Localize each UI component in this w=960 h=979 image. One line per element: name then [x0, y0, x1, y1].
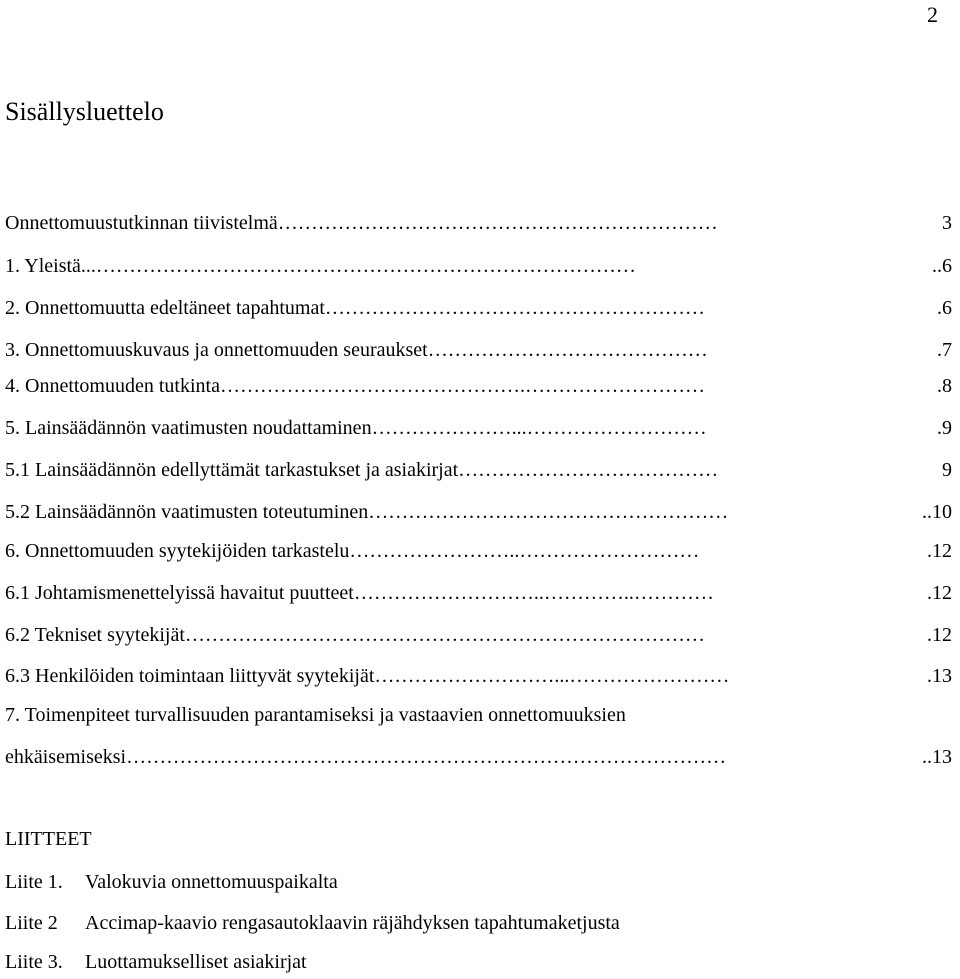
- appendix-text: Luottamukselliset asiakirjat: [85, 951, 307, 973]
- toc-entry-ehkaisemiseksi[interactable]: [5, 742, 952, 772]
- toc-entry-tekniset-syytekijat[interactable]: [5, 620, 952, 650]
- toc-entry-page: .7: [937, 339, 952, 361]
- toc-entry-text: 2. Onnettomuutta edeltäneet tapahtumat…………………………………………………: [5, 297, 705, 319]
- appendix-label: Liite 2: [5, 912, 58, 934]
- toc-entry-text: 5.2 Lainsäädännön vaatimusten toteutuminen………………………………………………: [5, 501, 729, 523]
- toc-entry-syytekijat[interactable]: [5, 536, 952, 566]
- toc-entry-page: .12: [927, 624, 952, 646]
- toc-entry-page: .13: [927, 665, 952, 687]
- toc-entry-page: 9: [942, 459, 952, 481]
- toc-entry-text: 4. Onnettomuuden tutkinta……………………………………….………………………: [5, 375, 705, 397]
- toc-entry-page: ..10: [922, 501, 952, 523]
- toc-entry-yleista[interactable]: [5, 251, 952, 281]
- appendix-heading: LIITTEET: [5, 828, 92, 850]
- toc-entry-page: 3: [942, 212, 952, 234]
- appendix-item-1[interactable]: [5, 867, 945, 897]
- toc-entry-page: ..13: [922, 746, 952, 768]
- toc-entry-text: ehkäisemiseksi………………………………………………………………………………: [5, 746, 727, 768]
- appendix-text: Accimap-kaavio rengasautoklaavin räjähdyksen tapahtumaketjusta: [85, 912, 620, 934]
- toc-entry-text: 7. Toimenpiteet turvallisuuden parantamiseksi ja vastaavien onnettomuuksien: [5, 704, 626, 726]
- toc-entry-text: 6. Onnettomuuden syytekijöiden tarkastelu……………………..………………………: [5, 540, 700, 562]
- toc-entry-onnettomuuskuvaus[interactable]: [5, 335, 952, 365]
- toc-entry-text: 3. Onnettomuuskuvaus ja onnettomuuden seuraukset……………………………………: [5, 339, 708, 361]
- appendix-label: Liite 3.: [5, 951, 63, 973]
- appendix-text: Valokuvia onnettomuuspaikalta: [85, 871, 338, 893]
- toc-entry-text: 1. Yleistä...………………………………………………………………………: [5, 255, 636, 277]
- toc-entry-tarkastukset[interactable]: [5, 455, 952, 485]
- toc-entry-johtamismenettelyt[interactable]: [5, 578, 952, 608]
- toc-entry-toimenpiteet[interactable]: [5, 700, 952, 730]
- toc-entry-edeltaneet-tapahtumat[interactable]: [5, 293, 952, 323]
- toc-entry-page: .6: [937, 297, 952, 319]
- appendix-item-2[interactable]: [5, 908, 945, 938]
- toc-entry-tutkinta[interactable]: [5, 371, 952, 401]
- page-title: Sisällysluettelo: [5, 97, 164, 126]
- toc-entry-text: 6.3 Henkilöiden toimintaan liittyvät syytekijät………………………...……………………: [5, 665, 730, 687]
- toc-entry-text: 6.2 Tekniset syytekijät……………………………………………………………………: [5, 624, 705, 646]
- toc-entry-text: Onnettomuustutkinnan tiivistelmä…………………………………………………………: [5, 212, 718, 234]
- toc-entry-toteutuminen[interactable]: [5, 497, 952, 527]
- appendix-label: Liite 1.: [5, 871, 63, 893]
- toc-entry-page: .8: [937, 375, 952, 397]
- toc-entry-tiivistelma[interactable]: [5, 208, 952, 238]
- toc-entry-text: 6.1 Johtamismenettelyissä havaitut puutteet………………………..…………..…………: [5, 582, 714, 604]
- toc-entry-page: ..6: [932, 255, 952, 277]
- toc-entry-lainsaadanto[interactable]: [5, 413, 952, 443]
- toc-entry-text: 5.1 Lainsäädännön edellyttämät tarkastukset ja asiakirjat…………………………………: [5, 459, 719, 481]
- appendix-item-3[interactable]: [5, 947, 945, 977]
- toc-entry-text: 5. Lainsäädännön vaatimusten noudattaminen…………………...………………………: [5, 417, 707, 439]
- toc-entry-page: .12: [927, 582, 952, 604]
- toc-entry-page: .9: [937, 417, 952, 439]
- toc-entry-page: .12: [927, 540, 952, 562]
- page-number: 2: [927, 2, 938, 27]
- toc-entry-henkiloiden-toiminta[interactable]: [5, 661, 952, 691]
